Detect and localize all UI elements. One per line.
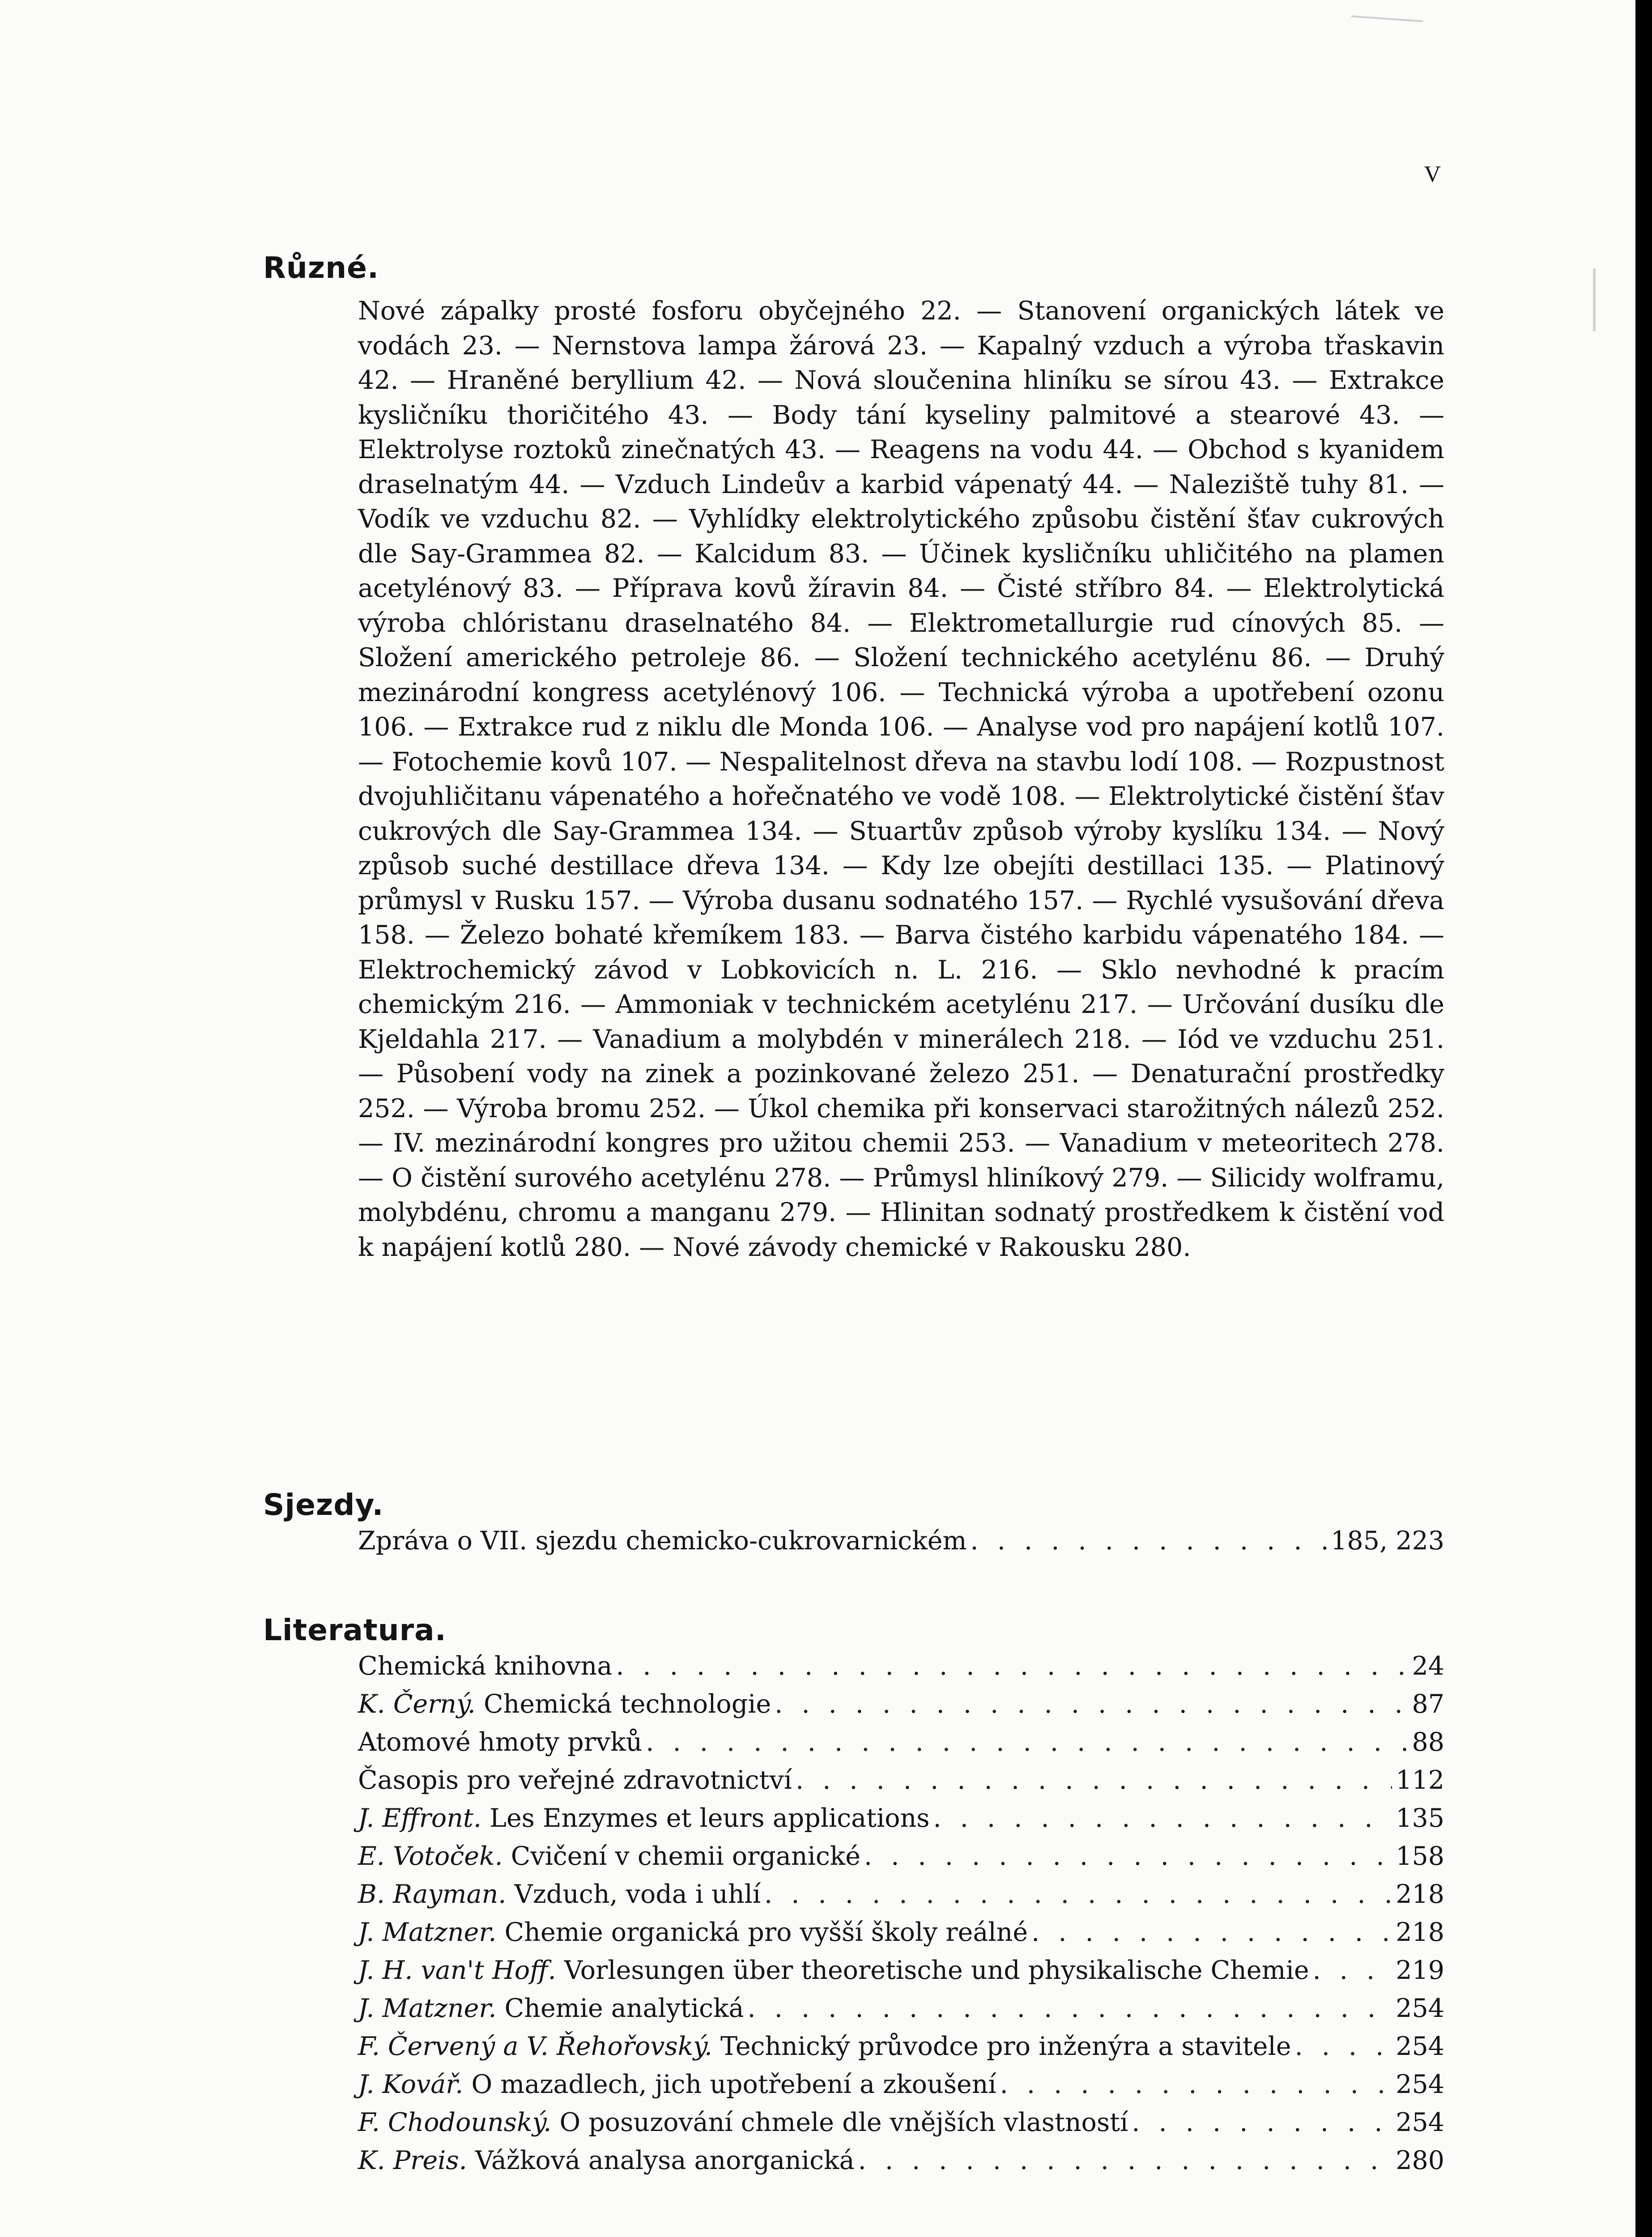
scan-edge-mark-2 xyxy=(1593,268,1596,331)
literatura-list xyxy=(263,1647,1444,2180)
toc-entry xyxy=(358,1647,1444,1685)
toc-entry-text xyxy=(358,2028,1291,2066)
dot-leader xyxy=(1132,2104,1392,2142)
toc-entry-page: 87 xyxy=(1412,1689,1444,1719)
toc-entry xyxy=(358,2104,1444,2142)
toc-entry-title: Cvičení v chemii organické xyxy=(511,1841,861,1871)
dot-leader xyxy=(764,1876,1392,1914)
toc-entry-page: 254 xyxy=(1396,1994,1444,2023)
toc-entry-page: 158 xyxy=(1396,1841,1444,1871)
dot-leader xyxy=(1294,2028,1392,2066)
toc-entry-author: J. Matzner. xyxy=(358,1918,497,1947)
toc-entry-page: 219 xyxy=(1396,1956,1444,1985)
toc-entry-title: Chemická knihovna xyxy=(358,1651,613,1681)
toc-entry-text xyxy=(358,1723,642,1761)
toc-entry-title: Vzduch, voda i uhlí xyxy=(514,1880,761,1909)
toc-entry xyxy=(358,1914,1444,1952)
toc-entry-text xyxy=(358,1914,1028,1952)
scan-edge-mark xyxy=(1351,15,1423,22)
toc-entry-author: F. Červený a V. Řehořovský. xyxy=(358,2032,712,2061)
toc-entry-text xyxy=(358,1647,612,1685)
section-heading-ruzne: Různé. xyxy=(263,251,379,285)
dot-leader xyxy=(796,1761,1392,1799)
toc-entry xyxy=(358,1761,1444,1799)
dot-leader xyxy=(971,1522,1328,1560)
toc-entry-author: J. Matzner. xyxy=(358,1994,497,2023)
toc-entry-text xyxy=(358,2142,855,2180)
toc-entry-text xyxy=(358,1685,771,1723)
toc-entry-text xyxy=(358,1761,792,1799)
dot-leader xyxy=(858,2142,1392,2180)
section-heading-literatura: Literatura. xyxy=(263,1613,447,1647)
toc-entry-page: 218 xyxy=(1396,1918,1444,1947)
toc-entry-title: Les Enzymes et leurs applications xyxy=(490,1803,930,1833)
toc-entry-title: Zpráva o VII. sjezdu chemicko-cukrovarnickém xyxy=(358,1526,967,1556)
toc-entry-page: 185, 223 xyxy=(1331,1526,1444,1556)
toc-entry-title: Vorlesungen über theoretische und physikalische Chemie xyxy=(564,1956,1309,1985)
toc-entry xyxy=(358,1990,1444,2028)
dot-leader xyxy=(1000,2066,1392,2104)
toc-entry-author: K. Preis. xyxy=(358,2146,467,2175)
ruzne-paragraph: Nové zápalky prosté fosforu obyčejného 22. — Stanovení organických látek ve vodách 23. — Nernstova lampa žárová 23. — Kapalný vzduch a výroba třaskavin 42. — Hraněné beryllium 42. — Nová sloučenina hliníku se sírou 43. — Extrakce kysličníku thoričitého 43. — Body tání kyseliny palmitové a stearové 43. — Elektrolyse roztoků zinečnatých 43. — Reagens na vodu 44. — Obchod s kyanidem draselnatým 44. — Vzduch Lindeův a karbid vápenatý 44. — Naleziště tuhy 81. — Vodík ve vzduchu 82. — Vyhlídky elektrolytického způsobu čistění šťav cukrových dle Say-Grammea 82. — Kalcidum 83. — Účinek kysličníku uhličitého na plamen acetylénový 83. — Příprava kovů žíravin 84. — Čisté stříbro 84. — Elektrolytická výroba chlóristanu draselnatého 84. — Elektrometallurgie rud cínových 85. — Složení amerického petroleje 86. — Složení technického acetylénu 86. — Druhý mezinárodní kongress acetylénový 106. — Technická výroba a upotřebení ozonu 106. — Extrakce rud z niklu dle Monda 106. — Analyse vod pro napájení kotlů 107. — Fotochemie kovů 107. — Nespalitelnost dřeva na stavbu lodí 108. — Rozpustnost dvojuhličitanu vápenatého a hořečnatého ve vodě 108. — Elektrolytické čistění šťav cukrových dle Say-Grammea 134. — Stuartův způsob výroby kyslíku 134. — Nový způsob suché destillace dřeva 134. — Kdy lze obejíti destillaci 135. — Platinový průmysl v Rusku 157. — Výroba dusanu sodnatého 157. — Rychlé vysušování dřeva 158. — Železo bohaté křemíkem 183. — Barva čistého karbidu vápenatého 184. — Elektrochemický závod v Lobkovicích n. L. 216. — Sklo nevhodné k pracím chemickým 216. — Ammoniak v technickém acetylénu 217. — Určování dusíku dle Kjeldahla 217. — Vanadium a molybdén v minerálech 218. — Iód ve vzduchu 251. — Působení vody na zinek a pozinkované železo 251. — Denaturační prostředky 252. — Výroba bromu 252. — Úkol chemika při konservaci starožitných nálezů 252. — IV. mezinárodní kongres pro užitou chemii 253. — Vanadium v meteoritech 278. — O čistění surového acetylénu 278. — Průmysl hliníkový 279. — Silicidy wolframu, molybdénu, chromu a manganu 279. — Hlinitan sodnatý prostředkem k čistění vod k napájení kotlů 280. — Nové závody chemické v Rakousku 280. xyxy=(358,296,1444,1262)
toc-entry-text xyxy=(358,1952,1309,1990)
toc-entry-author: E. Votoček. xyxy=(358,1841,503,1871)
toc-entry-title: O mazadlech, jich upotřebení a zkoušení xyxy=(471,2070,996,2099)
dot-leader xyxy=(775,1685,1408,1723)
toc-entry-title: Chemie analytická xyxy=(504,1994,744,2023)
toc-entry-page: 135 xyxy=(1396,1803,1444,1833)
toc-entry-title: Časopis pro veřejné zdravotnictví xyxy=(358,1765,792,1795)
toc-entry-title: Chemická technologie xyxy=(484,1689,771,1719)
dot-leader xyxy=(933,1799,1392,1837)
toc-entry-author: J. Effront. xyxy=(358,1803,481,1833)
toc-entry xyxy=(358,1952,1444,1990)
section-ruzne xyxy=(263,251,1444,1265)
section-heading-sjezdy: Sjezdy. xyxy=(263,1488,384,1522)
toc-entry-text xyxy=(358,2104,1128,2142)
toc-entry-text xyxy=(358,1990,744,2028)
toc-entry xyxy=(358,1837,1444,1876)
toc-entry-text xyxy=(358,1876,761,1914)
toc-entry xyxy=(358,1522,1444,1560)
toc-entry-author: B. Rayman. xyxy=(358,1880,507,1909)
page-number: V xyxy=(1424,162,1441,187)
toc-entry-page: 280 xyxy=(1396,2146,1444,2175)
toc-entry xyxy=(358,2028,1444,2066)
toc-entry-author: J. H. van't Hoff. xyxy=(358,1956,556,1985)
toc-entry xyxy=(358,1685,1444,1723)
section-literatura xyxy=(263,1613,1444,2180)
toc-entry-page: 112 xyxy=(1396,1765,1444,1795)
toc-entry-page: 254 xyxy=(1396,2108,1444,2137)
toc-entry-title: Atomové hmoty prvků xyxy=(358,1727,643,1757)
toc-entry-text xyxy=(358,1522,967,1560)
sjezdy-list xyxy=(263,1522,1444,1560)
dot-leader xyxy=(646,1723,1408,1761)
toc-entry-text xyxy=(358,1799,930,1837)
toc-entry-title: Technický průvodce pro inženýra a stavitele xyxy=(720,2032,1291,2061)
dot-leader xyxy=(864,1837,1392,1876)
toc-entry-text xyxy=(358,1837,860,1876)
toc-entry-page: 24 xyxy=(1412,1651,1444,1681)
toc-entry-title: O posuzování chmele dle vnějších vlastností xyxy=(559,2108,1128,2137)
toc-entry-page: 218 xyxy=(1396,1880,1444,1909)
toc-entry xyxy=(358,1799,1444,1837)
toc-entry-page: 254 xyxy=(1396,2070,1444,2099)
section-sjezdy xyxy=(263,1488,1444,1560)
toc-entry-author: K. Černý. xyxy=(358,1689,476,1719)
toc-entry xyxy=(358,1723,1444,1761)
dot-leader xyxy=(616,1647,1408,1685)
toc-entry xyxy=(358,2066,1444,2104)
toc-entry-title: Vážková analysa anorganická xyxy=(475,2146,855,2175)
toc-entry xyxy=(358,2142,1444,2180)
toc-entry-author: J. Kovář. xyxy=(358,2070,464,2099)
toc-entry-page: 254 xyxy=(1396,2032,1444,2061)
dot-leader xyxy=(1031,1914,1392,1952)
toc-entry-text xyxy=(358,2066,996,2104)
toc-entry-author: F. Chodounský. xyxy=(358,2108,552,2137)
dot-leader xyxy=(748,1990,1392,2028)
toc-entry xyxy=(358,1876,1444,1914)
toc-entry-page: 88 xyxy=(1412,1727,1444,1757)
toc-entry-title: Chemie organická pro vyšší školy reálné xyxy=(504,1918,1028,1947)
dot-leader xyxy=(1313,1952,1392,1990)
